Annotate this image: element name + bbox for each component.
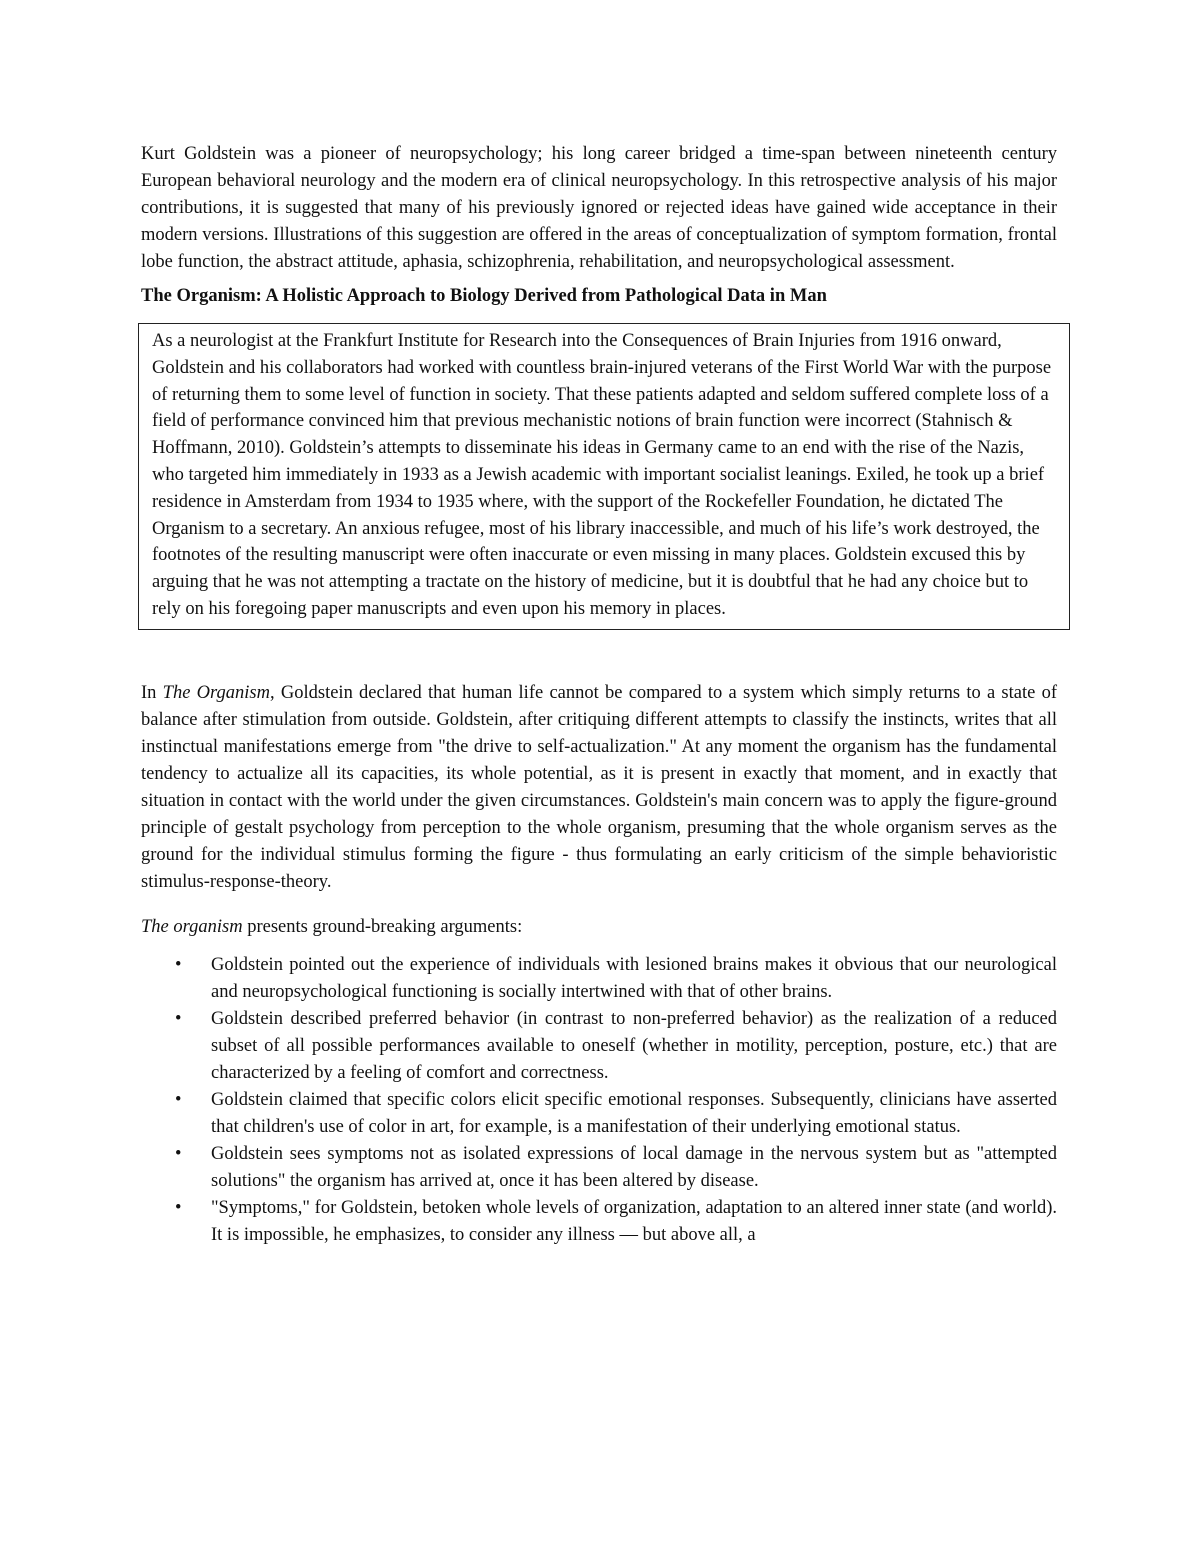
lead-text: presents ground-breaking arguments:	[242, 916, 523, 937]
bullet-icon: •	[175, 1008, 182, 1029]
lead-title-italic: The organism	[141, 916, 243, 937]
list-item	[141, 952, 1057, 1006]
organism-paragraph-body: , Goldstein declared that human life cannot be compared to a system which simply returns to a state of balance after stimulation from outside. Goldstein, after critiquing different attempts to classify the instincts, writes that all instinctual manifestations emerge from "the drive to self-actualization." At any moment the organism has the fundamental tendency to actualize all its capacities, its whole potential, as it is present in exactly that moment, and in exactly that situation in contact with the world under the given circumstances. Goldstein's main concern was to apply the figure-ground principle of gestalt psychology from perception to the whole organism, presuming that the whole organism serves as the ground for the individual stimulus forming the figure - thus formulating an early criticism of the simple behavioristic stimulus-response-theory.	[141, 682, 1057, 892]
bullet-icon: •	[175, 1143, 182, 1164]
organism-paragraph-prefix: In	[141, 682, 163, 703]
list-item	[141, 1006, 1057, 1087]
list-item-text: Goldstein claimed that specific colors elicit specific emotional responses. Subsequently, clinicians have asserted that children's use of color in art, for example, is a manifestation of their underlying emotional status.	[211, 1089, 1057, 1137]
list-item	[141, 1195, 1057, 1249]
organism-paragraph	[141, 680, 1057, 896]
arguments-lead-line	[141, 914, 1057, 941]
intro-paragraph: Kurt Goldstein was a pioneer of neuropsychology; his long career bridged a time-span between nineteenth century European behavioral neurology and the modern era of clinical neuropsychology. In this retrospective analysis of his major contributions, it is suggested that many of his previously ignored or rejected ideas have gained wide acceptance in their modern versions. Illustrations of this suggestion are offered in the areas of conceptualization of symptom formation, frontal lobe function, the abstract attitude, aphasia, schizophrenia, rehabilitation, and neuropsychological assessment.	[141, 144, 1057, 272]
list-item-text: Goldstein sees symptoms not as isolated expressions of local damage in the nervous system but as "attempted solutions" the organism has arrived at, once it has been altered by disease.	[211, 1143, 1057, 1191]
boxed-paragraph: As a neurologist at the Frankfurt Institute for Research into the Consequences of Brain Injuries from 1916 onward, Goldstein and his collaborators had worked with countless brain-injured veterans of the First World War with the purpose of returning them to some level of function in society. That these patients adapted and seldom suffered complete loss of a field of performance convinced him that previous mechanistic notions of brain function were incorrect (Stahnisch & Hoffmann, 2010). Goldstein’s attempts to disseminate his ideas in Germany came to an end with the rise of the Nazis, who targeted him immediately in 1933 as a Jewish academic with important socialist leanings. Exiled, he took up a brief residence in Amsterdam from 1934 to 1935 where, with the support of the Rockefeller Foundation, he dictated The Organism to a secretary. An anxious refugee, most of his library inaccessible, and much of his life’s work destroyed, the footnotes of the resulting manuscript were often inaccurate or even missing in many places. Goldstein excused this by arguing that he was not attempting a tractate on the history of medicine, but it is doubtful that he had any choice but to rely on his foregoing paper manuscripts and even upon his memory in places.	[152, 331, 1052, 619]
bullet-icon: •	[175, 1089, 182, 1110]
list-item-text: Goldstein described preferred behavior (in contrast to non-preferred behavior) as the realization of a reduced subset of all possible performances available to oneself (whether in motility, perception, posture, etc.) that are characterized by a feeling of comfort and correctness.	[211, 1008, 1057, 1083]
document-page	[141, 141, 1057, 1249]
list-item	[141, 1141, 1057, 1195]
list-item-text: "Symptoms," for Goldstein, betoken whole levels of organization, adaptation to an altered inner state (and world). It is impossible, he emphasizes, to consider any illness — but above all, a	[211, 1197, 1057, 1245]
list-item-text: Goldstein pointed out the experience of individuals with lesioned brains makes it obvious that our neurological and neuropsychological functioning is socially intertwined with that of other brains.	[211, 954, 1057, 1002]
list-item	[141, 1087, 1057, 1141]
bullet-icon: •	[175, 1197, 182, 1218]
arguments-list	[141, 952, 1057, 1249]
boxed-text-frame	[138, 323, 1070, 630]
organism-title-italic: The Organism	[162, 682, 270, 703]
bullet-icon: •	[175, 954, 182, 975]
section-heading: The Organism: A Holistic Approach to Biology Derived from Pathological Data in Man	[141, 286, 827, 306]
